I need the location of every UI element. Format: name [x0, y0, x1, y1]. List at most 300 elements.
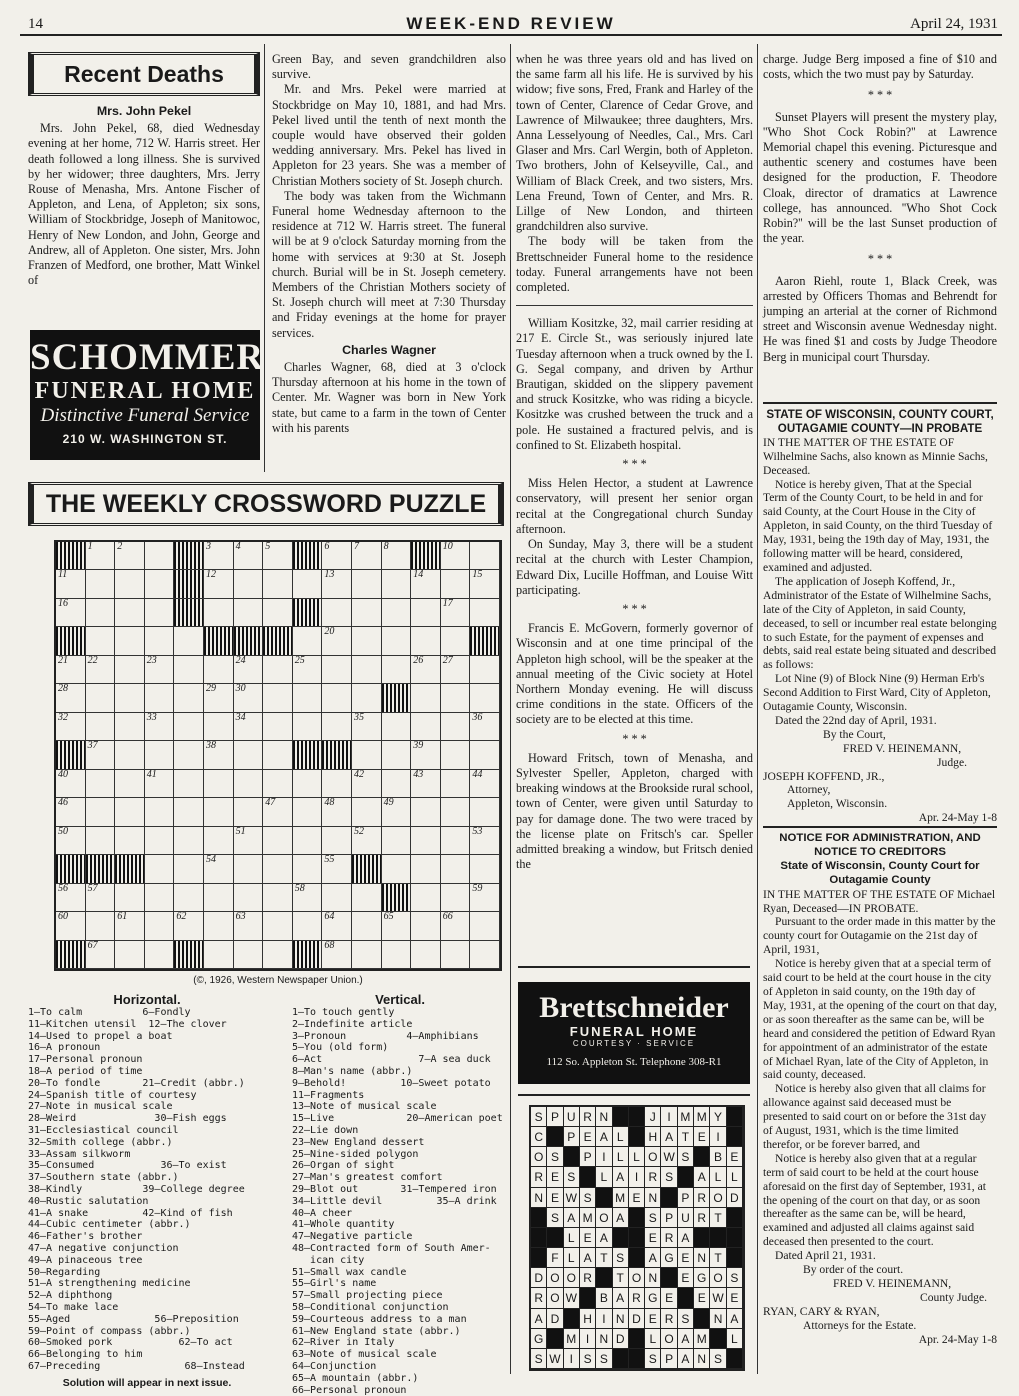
- crossword-cell[interactable]: [293, 827, 323, 855]
- solution-cell: H: [645, 1127, 661, 1147]
- crossword-cell[interactable]: [234, 570, 264, 598]
- crossword-cell[interactable]: [352, 656, 382, 684]
- solution-black-cell: [710, 1329, 726, 1349]
- crossword-cell[interactable]: [145, 884, 175, 912]
- crossword-cell[interactable]: [352, 741, 382, 769]
- crossword-grid[interactable]: [54, 540, 502, 971]
- crossword-cell[interactable]: 33: [145, 713, 175, 741]
- crossword-cell[interactable]: [322, 770, 352, 798]
- obituary-text: The body will be taken from the Brettschneider Funeral home to the residence today. Funeral arrangements have not been completed.: [516, 234, 753, 295]
- crossword-cell[interactable]: [382, 741, 412, 769]
- crossword-cell[interactable]: [115, 941, 145, 969]
- solution-cell: Y: [710, 1107, 726, 1127]
- brettschneider-sub: FUNERAL HOME: [569, 1024, 699, 1039]
- schommer-tagline: Distinctive Funeral Service: [40, 405, 250, 426]
- crossword-cell[interactable]: [470, 599, 500, 627]
- crossword-cell[interactable]: [204, 912, 234, 940]
- crossword-cell[interactable]: [204, 827, 234, 855]
- crossword-cell[interactable]: [115, 798, 145, 826]
- solution-black-cell: [531, 1228, 547, 1248]
- crossword-cell[interactable]: [441, 941, 471, 969]
- crossword-cell[interactable]: [352, 599, 382, 627]
- crossword-cell[interactable]: [86, 770, 116, 798]
- crossword-cell[interactable]: 49: [382, 798, 412, 826]
- crossword-cell[interactable]: 30: [234, 684, 264, 712]
- crossword-cell[interactable]: 61: [115, 912, 145, 940]
- crossword-cell[interactable]: [145, 827, 175, 855]
- crossword-cell[interactable]: 51: [234, 827, 264, 855]
- legal-text: JOSEPH KOFFEND, JR.,: [763, 769, 885, 783]
- solution-cell: S: [596, 1349, 612, 1369]
- crossword-cell[interactable]: [411, 912, 441, 940]
- separator: * * *: [622, 601, 647, 616]
- crossword-cell[interactable]: [263, 713, 293, 741]
- crossword-cell[interactable]: [145, 941, 175, 969]
- crossword-cell[interactable]: 29: [204, 684, 234, 712]
- crossword-cell[interactable]: [263, 884, 293, 912]
- crossword-cell[interactable]: 23: [145, 656, 175, 684]
- solution-cell: H: [580, 1309, 596, 1329]
- crossword-cell[interactable]: [411, 941, 441, 969]
- solution-cell: I: [564, 1349, 580, 1369]
- crossword-cell[interactable]: [86, 627, 116, 655]
- crossword-cell[interactable]: 17: [441, 599, 471, 627]
- crossword-cell[interactable]: [263, 770, 293, 798]
- crossword-cell[interactable]: [86, 599, 116, 627]
- crossword-cell[interactable]: [115, 570, 145, 598]
- solution-cell: N: [645, 1268, 661, 1288]
- solution-cell: M: [580, 1208, 596, 1228]
- legal-text: Notice is hereby also given that at a regular term of said court to be held at the court house aforesaid on the first day of September, 1931, at the opening of the court on that day, or as soon thereafter as the same can be, will be heard, examined and adjusted all claims against said deceased then presented to the court.: [763, 1151, 986, 1249]
- crossword-cell[interactable]: 4: [234, 542, 264, 570]
- solution-black-cell: [727, 1107, 743, 1127]
- crossword-cell[interactable]: [441, 855, 471, 883]
- crossword-cell[interactable]: [470, 855, 500, 883]
- crossword-cell[interactable]: 37: [86, 741, 116, 769]
- solution-note: Solution will appear in next issue.: [62, 1376, 232, 1389]
- solution-cell: R: [694, 1188, 710, 1208]
- crossword-cell[interactable]: [263, 941, 293, 969]
- solution-cell: E: [678, 1248, 694, 1268]
- crossword-cell[interactable]: [322, 656, 352, 684]
- crossword-cell[interactable]: [115, 684, 145, 712]
- crossword-cell[interactable]: [86, 798, 116, 826]
- crossword-cell[interactable]: 38: [204, 741, 234, 769]
- crossword-cell[interactable]: 46: [56, 798, 86, 826]
- crossword-cell[interactable]: [352, 798, 382, 826]
- crossword-cell[interactable]: 16: [56, 599, 86, 627]
- crossword-black-cell: [470, 627, 500, 655]
- solution-cell: W: [710, 1288, 726, 1308]
- publication-title: WEEK-END REVIEW: [406, 14, 616, 33]
- crossword-cell[interactable]: [174, 741, 204, 769]
- crossword-cell[interactable]: 11: [56, 570, 86, 598]
- crossword-cell[interactable]: [145, 798, 175, 826]
- crossword-cell[interactable]: [441, 827, 471, 855]
- crossword-cell[interactable]: 52: [352, 827, 382, 855]
- solution-cell: D: [547, 1309, 563, 1329]
- crossword-cell[interactable]: [86, 684, 116, 712]
- crossword-cell[interactable]: 10: [441, 542, 471, 570]
- crossword-black-cell: [293, 599, 323, 627]
- crossword-cell[interactable]: 57: [86, 884, 116, 912]
- solution-black-cell: [613, 1107, 629, 1127]
- crossword-cell[interactable]: [263, 855, 293, 883]
- crossword-cell[interactable]: [411, 827, 441, 855]
- crossword-cell[interactable]: 15: [470, 570, 500, 598]
- crossword-cell[interactable]: [382, 656, 412, 684]
- crossword-cell[interactable]: [263, 827, 293, 855]
- obituary-text: The body was taken from the Wichmann Funeral home Wednesday afternoon to the residence at 712 W. Harris street. The funeral will be at 9 o'clock Saturday morning from the home with services at 9:30 at St. Joseph church. Burial will be in St. Joseph cemetery. Members of the Christian Mothers society of St. Joseph church will meet at 7:30 Thursday and Friday evenings at the home for prayer services.: [272, 188, 506, 340]
- crossword-cell[interactable]: 8: [382, 542, 412, 570]
- crossword-cell[interactable]: [174, 884, 204, 912]
- crossword-cell[interactable]: [411, 599, 441, 627]
- crossword-cell[interactable]: 5: [263, 542, 293, 570]
- crossword-cell[interactable]: [174, 627, 204, 655]
- crossword-cell[interactable]: 43: [411, 770, 441, 798]
- crossword-cell[interactable]: 42: [352, 770, 382, 798]
- crossword-cell[interactable]: [115, 741, 145, 769]
- crossword-cell[interactable]: [470, 656, 500, 684]
- crossword-cell[interactable]: 25: [293, 656, 323, 684]
- separator: * * *: [622, 457, 647, 472]
- crossword-cell[interactable]: 56: [56, 884, 86, 912]
- crossword-cell[interactable]: 41: [145, 770, 175, 798]
- crossword-cell[interactable]: [115, 827, 145, 855]
- crossword-cell[interactable]: [382, 627, 412, 655]
- crossword-cell[interactable]: 32: [56, 713, 86, 741]
- crossword-cell[interactable]: [174, 798, 204, 826]
- solution-black-cell: [531, 1248, 547, 1268]
- crossword-cell[interactable]: [204, 798, 234, 826]
- solution-cell: R: [661, 1228, 677, 1248]
- solution-cell: T: [613, 1268, 629, 1288]
- crossword-cell[interactable]: [86, 827, 116, 855]
- solution-cell: G: [694, 1268, 710, 1288]
- crossword-cell[interactable]: [145, 599, 175, 627]
- crossword-cell[interactable]: 20: [322, 627, 352, 655]
- solution-cell: D: [531, 1268, 547, 1288]
- crossword-cell[interactable]: [382, 770, 412, 798]
- legal-text: Notice is hereby given, That at the Special Term of the County Court, to be held in and for said County, at the Court House in the City of Appleton, in said County, on the third Tuesday of May, 1931, being the 19th day of May, 1931, the following matter will be heard, considered, examined and adjusted.: [763, 477, 993, 574]
- crossword-cell[interactable]: [441, 770, 471, 798]
- solution-cell: P: [678, 1188, 694, 1208]
- crossword-cell[interactable]: 24: [234, 656, 264, 684]
- crossword-cell[interactable]: [174, 656, 204, 684]
- crossword-cell[interactable]: [293, 570, 323, 598]
- solution-black-cell: [629, 1329, 645, 1349]
- crossword-cell[interactable]: 7: [352, 542, 382, 570]
- crossword-cell[interactable]: 54: [204, 855, 234, 883]
- crossword-cell[interactable]: [234, 855, 264, 883]
- crossword-cell[interactable]: [174, 827, 204, 855]
- crossword-cell[interactable]: [441, 713, 471, 741]
- solution-cell: C: [531, 1127, 547, 1147]
- crossword-cell[interactable]: [263, 599, 293, 627]
- crossword-cell[interactable]: [204, 713, 234, 741]
- solution-black-cell: [661, 1268, 677, 1288]
- crossword-cell[interactable]: 36: [470, 713, 500, 741]
- solution-cell: B: [710, 1147, 726, 1167]
- crossword-cell[interactable]: 66: [441, 912, 471, 940]
- solution-cell: L: [596, 1167, 612, 1187]
- crossword-cell[interactable]: 22: [86, 656, 116, 684]
- crossword-cell[interactable]: [441, 570, 471, 598]
- crossword-cell[interactable]: 63: [234, 912, 264, 940]
- solution-cell: E: [547, 1188, 563, 1208]
- crossword-cell[interactable]: 21: [56, 656, 86, 684]
- solution-cell: S: [645, 1208, 661, 1228]
- crossword-cell[interactable]: [293, 770, 323, 798]
- solution-cell: M: [613, 1188, 629, 1208]
- solution-cell: O: [564, 1268, 580, 1288]
- crossword-black-cell: [293, 941, 323, 969]
- crossword-cell[interactable]: [145, 741, 175, 769]
- crossword-cell[interactable]: [411, 713, 441, 741]
- schommer-address: 210 W. WASHINGTON ST.: [62, 432, 228, 446]
- crossword-cell[interactable]: [382, 599, 412, 627]
- crossword-cell[interactable]: 35: [352, 713, 382, 741]
- legal-text: Appleton, Wisconsin.: [787, 797, 888, 811]
- crossword-cell[interactable]: 60: [56, 912, 86, 940]
- crossword-cell[interactable]: [470, 798, 500, 826]
- crossword-cell[interactable]: [115, 599, 145, 627]
- crossword-cell[interactable]: [470, 912, 500, 940]
- crossword-cell[interactable]: [293, 798, 323, 826]
- crossword-cell[interactable]: [470, 684, 500, 712]
- crossword-cell[interactable]: [145, 684, 175, 712]
- solution-cell: R: [629, 1288, 645, 1308]
- crossword-cell[interactable]: [204, 884, 234, 912]
- crossword-cell[interactable]: [204, 941, 234, 969]
- crossword-cell[interactable]: [234, 599, 264, 627]
- crossword-cell[interactable]: [263, 741, 293, 769]
- legal-text: Apr. 24-May 1-8: [918, 811, 997, 825]
- crossword-cell[interactable]: [293, 713, 323, 741]
- solution-cell: M: [694, 1107, 710, 1127]
- crossword-cell[interactable]: [86, 713, 116, 741]
- crossword-cell[interactable]: [382, 713, 412, 741]
- solution-cell: O: [531, 1147, 547, 1167]
- crossword-cell[interactable]: [470, 941, 500, 969]
- crossword-cell[interactable]: [411, 855, 441, 883]
- crossword-cell[interactable]: [441, 627, 471, 655]
- separator: * * *: [867, 252, 893, 267]
- crossword-cell[interactable]: [145, 542, 175, 570]
- crossword-cell[interactable]: [293, 855, 323, 883]
- solution-cell: P: [661, 1208, 677, 1228]
- crossword-cell[interactable]: [470, 542, 500, 570]
- solution-cell: O: [710, 1268, 726, 1288]
- crossword-cell[interactable]: [145, 627, 175, 655]
- crossword-black-cell: [56, 855, 86, 883]
- crossword-cell[interactable]: 6: [322, 542, 352, 570]
- crossword-cell[interactable]: 1: [86, 542, 116, 570]
- crossword-cell[interactable]: [174, 855, 204, 883]
- solution-cell: W: [547, 1349, 563, 1369]
- crossword-cell[interactable]: [174, 770, 204, 798]
- crossword-cell[interactable]: [263, 570, 293, 598]
- crossword-cell[interactable]: [382, 827, 412, 855]
- crossword-cell[interactable]: [234, 941, 264, 969]
- solution-cell: E: [694, 1288, 710, 1308]
- crossword-cell[interactable]: 13: [322, 570, 352, 598]
- crossword-cell[interactable]: [352, 684, 382, 712]
- crossword-cell[interactable]: [411, 884, 441, 912]
- obituary-text: Mr. and Mrs. Pekel were married at Stockbridge on May 10, 1881, and had Mrs. Pekel lived until the tenth of next month the couple would have observed their golden wedding anniversary. Mrs. Pekel has lived in Appleton for 23 years. She was a member of Christian Mothers society of St. Joseph church.: [272, 82, 506, 188]
- legal-text: Dated April 21, 1931.: [775, 1249, 876, 1263]
- solution-cell: O: [547, 1288, 563, 1308]
- crossword-cell[interactable]: [115, 884, 145, 912]
- crossword-cell[interactable]: [234, 884, 264, 912]
- crossword-cell[interactable]: [204, 656, 234, 684]
- legal-text: Attorney,: [787, 783, 831, 797]
- crossword-cell[interactable]: [86, 912, 116, 940]
- crossword-cell[interactable]: [352, 627, 382, 655]
- solution-cell: S: [580, 1188, 596, 1208]
- crossword-cell[interactable]: 3: [204, 542, 234, 570]
- crossword-cell[interactable]: 39: [411, 741, 441, 769]
- solution-black-cell: [727, 1248, 743, 1268]
- crossword-cell[interactable]: 27: [441, 656, 471, 684]
- crossword-cell[interactable]: [86, 570, 116, 598]
- crossword-cell[interactable]: [470, 741, 500, 769]
- solution-cell: S: [661, 1167, 677, 1187]
- crossword-cell[interactable]: [322, 827, 352, 855]
- crossword-cell[interactable]: [115, 713, 145, 741]
- obituary-column-2: [272, 52, 506, 436]
- solution-cell: L: [564, 1228, 580, 1248]
- news-item: Howard Fritsch, town of Menasha, and Sylvester Speller, Appleton, charged with breaking windows at the Brookside rural school, town of Center, were given until Saturday to pay for damage done. The two were traced by the license plate on Fritsch's car. Speller admitted breaking a window, but Fritsch denied the: [516, 750, 753, 872]
- crossword-cell[interactable]: [234, 798, 264, 826]
- crossword-cell[interactable]: [441, 798, 471, 826]
- crossword-cell[interactable]: 48: [322, 798, 352, 826]
- solution-cell: U: [564, 1107, 580, 1127]
- legal-text: Apr. 24-May 1-8: [918, 1332, 997, 1346]
- solution-cell: F: [547, 1248, 563, 1268]
- crossword-cell[interactable]: [115, 627, 145, 655]
- crossword-cell[interactable]: 65: [382, 912, 412, 940]
- crossword-cell[interactable]: [234, 741, 264, 769]
- page-number: 14: [28, 16, 43, 32]
- solution-cell: L: [629, 1147, 645, 1167]
- crossword-cell[interactable]: [293, 912, 323, 940]
- crossword-cell[interactable]: 55: [322, 855, 352, 883]
- crossword-cell[interactable]: 64: [322, 912, 352, 940]
- crossword-black-cell: [174, 599, 204, 627]
- crossword-cell[interactable]: 59: [470, 884, 500, 912]
- crossword-cell[interactable]: [352, 941, 382, 969]
- crossword-cell[interactable]: [411, 684, 441, 712]
- schommer-ad: [30, 330, 265, 460]
- crossword-cell[interactable]: 62: [174, 912, 204, 940]
- crossword-cell[interactable]: 28: [56, 684, 86, 712]
- solution-cell: R: [694, 1208, 710, 1228]
- brettschneider-courtesy: COURTESY · SERVICE: [572, 1039, 696, 1048]
- crossword-cell[interactable]: 67: [86, 941, 116, 969]
- solution-cell: S: [580, 1349, 596, 1369]
- crossword-cell[interactable]: [352, 884, 382, 912]
- crossword-cell[interactable]: 44: [470, 770, 500, 798]
- crossword-cell[interactable]: [115, 770, 145, 798]
- crossword-cell[interactable]: [441, 684, 471, 712]
- solution-cell: S: [564, 1167, 580, 1187]
- crossword-cell[interactable]: 34: [234, 713, 264, 741]
- crossword-cell[interactable]: [174, 713, 204, 741]
- crossword-cell[interactable]: [352, 912, 382, 940]
- separator: * * *: [622, 731, 647, 746]
- crossword-cell[interactable]: [322, 684, 352, 712]
- crossword-cell[interactable]: [411, 627, 441, 655]
- crossword-cell[interactable]: [293, 684, 323, 712]
- crossword-cell[interactable]: 2: [115, 542, 145, 570]
- horizontal-clues: [28, 992, 266, 1389]
- crossword-cell[interactable]: 12: [204, 570, 234, 598]
- solution-black-cell: [629, 1107, 645, 1127]
- crossword-cell[interactable]: 50: [56, 827, 86, 855]
- crossword-cell[interactable]: [322, 713, 352, 741]
- crossword-cell[interactable]: [411, 798, 441, 826]
- crossword-cell[interactable]: [322, 599, 352, 627]
- crossword-cell[interactable]: [382, 941, 412, 969]
- crossword-cell[interactable]: [352, 570, 382, 598]
- crossword-cell[interactable]: [115, 656, 145, 684]
- solution-cell: N: [596, 1107, 612, 1127]
- crossword-cell[interactable]: [263, 656, 293, 684]
- crossword-cell[interactable]: [322, 884, 352, 912]
- crossword-black-cell: [411, 542, 441, 570]
- crossword-cell[interactable]: 26: [411, 656, 441, 684]
- crossword-cell[interactable]: 14: [411, 570, 441, 598]
- solution-cell: L: [727, 1329, 743, 1349]
- crossword-cell[interactable]: [382, 570, 412, 598]
- recent-deaths-title: Recent Deaths: [28, 52, 260, 96]
- solution-cell: T: [710, 1208, 726, 1228]
- crossword-cell[interactable]: [293, 627, 323, 655]
- crossword-cell[interactable]: 58: [293, 884, 323, 912]
- news-item: Aaron Riehl, route 1, Black Creek, was arrested by Officers Thomas and Behrendt for jumping an arterial at the corner of Richmond street and Wisconsin avenue Wednesday night. He was fined $1 and costs by Judge Theodore Berg in municipal court Thursday.: [763, 273, 997, 364]
- solution-cell: P: [661, 1349, 677, 1369]
- separator: * * *: [867, 88, 893, 103]
- crossword-cell[interactable]: 68: [322, 941, 352, 969]
- crossword-cell[interactable]: [204, 599, 234, 627]
- crossword-black-cell: [86, 855, 116, 883]
- solution-black-cell: [694, 1309, 710, 1329]
- solution-cell: L: [613, 1127, 629, 1147]
- crossword-cell[interactable]: [263, 912, 293, 940]
- solution-cell: O: [710, 1188, 726, 1208]
- crossword-cell[interactable]: [441, 884, 471, 912]
- crossword-cell[interactable]: 47: [263, 798, 293, 826]
- legal-heading: STATE OF WISCONSIN, COUNTY COURT, OUTAGAMIE COUNTY—IN PROBATE: [766, 408, 994, 435]
- crossword-cell[interactable]: [234, 770, 264, 798]
- last-week-solution-grid: [529, 1105, 745, 1371]
- crossword-cell[interactable]: [174, 684, 204, 712]
- crossword-cell[interactable]: [145, 912, 175, 940]
- crossword-cell[interactable]: [441, 741, 471, 769]
- crossword-cell[interactable]: [382, 855, 412, 883]
- crossword-cell[interactable]: [145, 855, 175, 883]
- solution-cell: I: [661, 1107, 677, 1127]
- crossword-cell[interactable]: 53: [470, 827, 500, 855]
- solution-cell: S: [531, 1349, 547, 1369]
- solution-cell: I: [629, 1167, 645, 1187]
- crossword-cell[interactable]: 40: [56, 770, 86, 798]
- crossword-cell[interactable]: [145, 570, 175, 598]
- crossword-cell[interactable]: [204, 770, 234, 798]
- crossword-cell[interactable]: [263, 684, 293, 712]
- solution-cell: E: [580, 1228, 596, 1248]
